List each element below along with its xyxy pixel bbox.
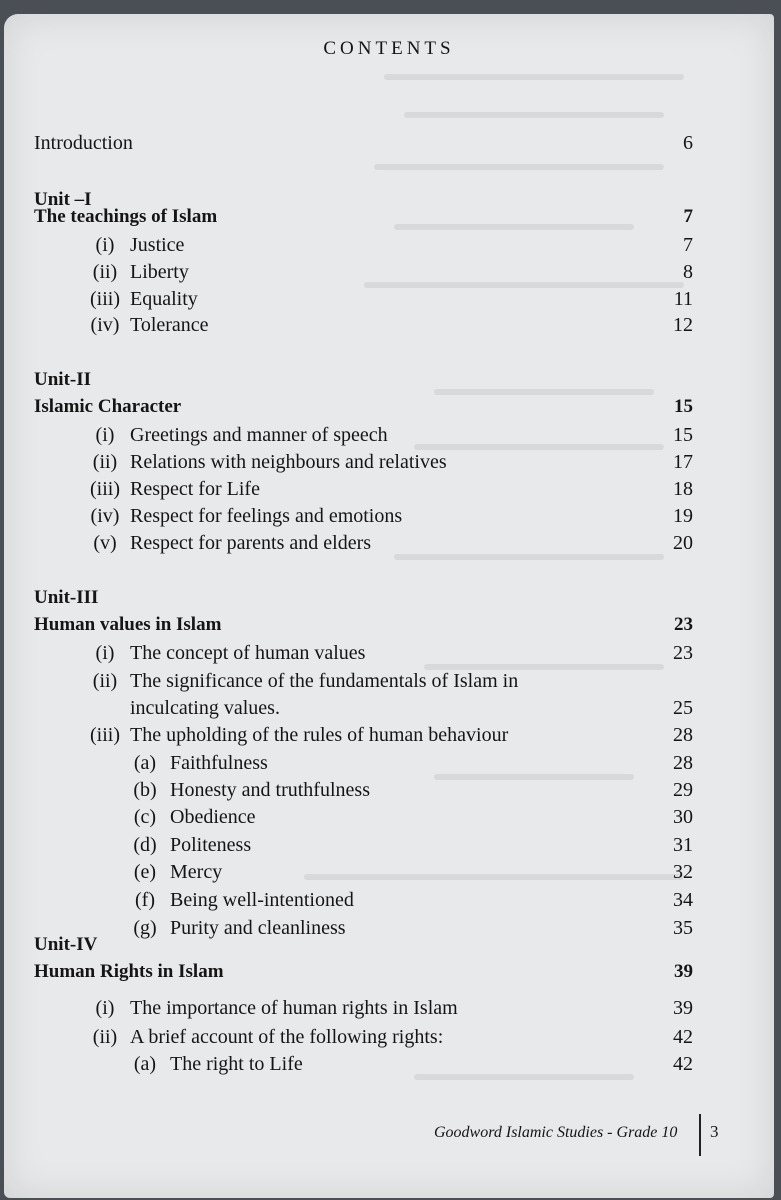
toc-entry-number: (b) [133, 779, 157, 801]
toc-entry-page: 8 [683, 261, 693, 283]
toc-entry-number: (i) [95, 424, 115, 446]
toc-entry [4, 997, 774, 1025]
toc-entry-page: 31 [673, 834, 693, 856]
toc-entry-page: 25 [673, 697, 693, 719]
toc-entry-page: 12 [673, 314, 693, 336]
toc-entry [4, 424, 774, 452]
toc-entry-number: (i) [95, 642, 115, 664]
toc-entry [4, 369, 774, 397]
toc-entry-label: Mercy [170, 861, 223, 883]
toc-entry-label: The importance of human rights in Islam [130, 997, 458, 1019]
footer-book-title: Goodword Islamic Studies - Grade 10 [434, 1124, 678, 1141]
toc-entry [4, 261, 774, 289]
toc-entry-number: (ii) [92, 451, 118, 473]
toc-entry-label: Unit-IV [34, 934, 98, 955]
toc-entry-page: 7 [683, 206, 693, 227]
toc-entry [4, 505, 774, 533]
toc-entry-label: Purity and cleanliness [170, 917, 346, 939]
toc-entry-label: Unit –I [34, 189, 92, 210]
toc-entry [4, 961, 774, 989]
toc-entry-page: 28 [673, 724, 693, 746]
toc-entry-label: Obedience [170, 806, 256, 828]
toc-entry-page: 30 [673, 806, 693, 828]
toc-entry-page: 7 [683, 234, 693, 256]
toc-entry [4, 532, 774, 560]
toc-entry-page: 15 [674, 396, 693, 417]
toc-entry [4, 670, 774, 698]
toc-entry [4, 1053, 774, 1081]
toc-entry [4, 697, 774, 725]
toc-entry [4, 834, 774, 862]
toc-entry [4, 132, 774, 160]
toc-entry [4, 288, 774, 316]
toc-entry-number: (a) [133, 752, 157, 774]
toc-entry-label: Politeness [170, 834, 252, 856]
toc-entry-page: 28 [673, 752, 693, 774]
toc-entry-number: (ii) [92, 261, 118, 283]
toc-entry [4, 779, 774, 807]
document-page [4, 14, 774, 1198]
toc-entry-label: Human values in Islam [34, 614, 222, 635]
toc-entry-page: 34 [673, 889, 693, 911]
toc-entry-number: (i) [95, 234, 115, 256]
footer-divider [699, 1114, 701, 1156]
toc-entry [4, 587, 774, 615]
toc-entry-label: Islamic Character [34, 396, 182, 417]
toc-entry-label: Greetings and manner of speech [130, 424, 388, 446]
toc-entry [4, 614, 774, 642]
toc-entry-page: 23 [673, 642, 693, 664]
toc-entry-label: Tolerance [130, 314, 209, 336]
footer-page-number: 3 [710, 1122, 719, 1141]
toc-entry-page: 39 [673, 997, 693, 1019]
toc-entry-number: (iii) [90, 724, 120, 746]
toc-entry-label: The right to Life [170, 1053, 303, 1075]
toc-entry-page: 19 [673, 505, 693, 527]
toc-entry-page: 15 [673, 424, 693, 446]
toc-entry [4, 1026, 774, 1054]
toc-entry-page: 32 [673, 861, 693, 883]
toc-entry-label: Being well-intentioned [170, 889, 354, 911]
toc-entry-label: Unit-II [34, 369, 92, 390]
toc-entry [4, 314, 774, 342]
toc-entry-number: (ii) [92, 1026, 118, 1048]
toc-entry-number: (iii) [90, 288, 120, 310]
toc-entry-number: (iii) [90, 478, 120, 500]
toc-entry [4, 861, 774, 889]
toc-entry-label: A brief account of the following rights: [130, 1026, 444, 1048]
toc-entry-number: (v) [93, 532, 117, 554]
toc-entry-number: (e) [133, 861, 157, 883]
toc-entry-page: 29 [673, 779, 693, 801]
toc-entry-label: Introduction [34, 132, 133, 154]
toc-entry-label: inculcating values. [130, 697, 280, 719]
toc-entry [4, 889, 774, 917]
toc-entry-label: Equality [130, 288, 198, 310]
toc-entry-number: (i) [95, 997, 115, 1019]
toc-entry [4, 451, 774, 479]
toc-entry-number: (iv) [90, 314, 120, 336]
toc-entry-label: Respect for Life [130, 478, 260, 500]
toc-entry-page: 18 [673, 478, 693, 500]
toc-entry-page: 42 [673, 1053, 693, 1075]
toc-entry-label: Respect for feelings and emotions [130, 505, 403, 527]
toc-entry-label: The teachings of Islam [34, 206, 218, 227]
toc-entry [4, 478, 774, 506]
toc-entry-label: The significance of the fundamentals of Islam in [130, 670, 519, 692]
toc-entry-label: Justice [130, 234, 185, 256]
toc-entry-label: Respect for parents and elders [130, 532, 372, 554]
toc-entry [4, 642, 774, 670]
toc-entry-number: (g) [133, 917, 157, 939]
toc-entry-number: (a) [133, 1053, 157, 1075]
page-title: CONTENTS [323, 38, 455, 59]
toc-entry [4, 724, 774, 752]
toc-entry-number: (c) [133, 806, 157, 828]
toc-entry [4, 396, 774, 424]
toc-entry [4, 752, 774, 780]
toc-entry-label: Faithfulness [170, 752, 268, 774]
toc-entry-page: 35 [673, 917, 693, 939]
toc-entry-page: 11 [673, 288, 693, 310]
toc-entry-number: (f) [135, 889, 155, 911]
toc-entry-label: Relations with neighbours and relatives [130, 451, 447, 473]
toc-entry-page: 42 [673, 1026, 693, 1048]
toc-entry-label: Liberty [130, 261, 189, 283]
toc-entry [4, 234, 774, 262]
toc-entry-number: (ii) [92, 670, 118, 692]
toc-entry [4, 934, 774, 962]
toc-entry-label: The upholding of the rules of human behaviour [130, 724, 509, 746]
toc-entry [4, 806, 774, 834]
toc-entry-label: The concept of human values [130, 642, 366, 664]
toc-entry-label: Unit-III [34, 587, 99, 608]
toc-entry-label: Honesty and truthfulness [170, 779, 370, 801]
toc-entry-page: 23 [674, 614, 693, 635]
toc-entry-label: Human Rights in Islam [34, 961, 224, 982]
toc-entry-page: 6 [683, 132, 693, 154]
toc-entry-page: 39 [674, 961, 693, 982]
toc-entry-page: 17 [673, 451, 693, 473]
toc-entry [4, 206, 774, 234]
toc-entry-page: 20 [673, 532, 693, 554]
toc-entry-number: (d) [133, 834, 157, 856]
toc-entry-number: (iv) [90, 505, 120, 527]
